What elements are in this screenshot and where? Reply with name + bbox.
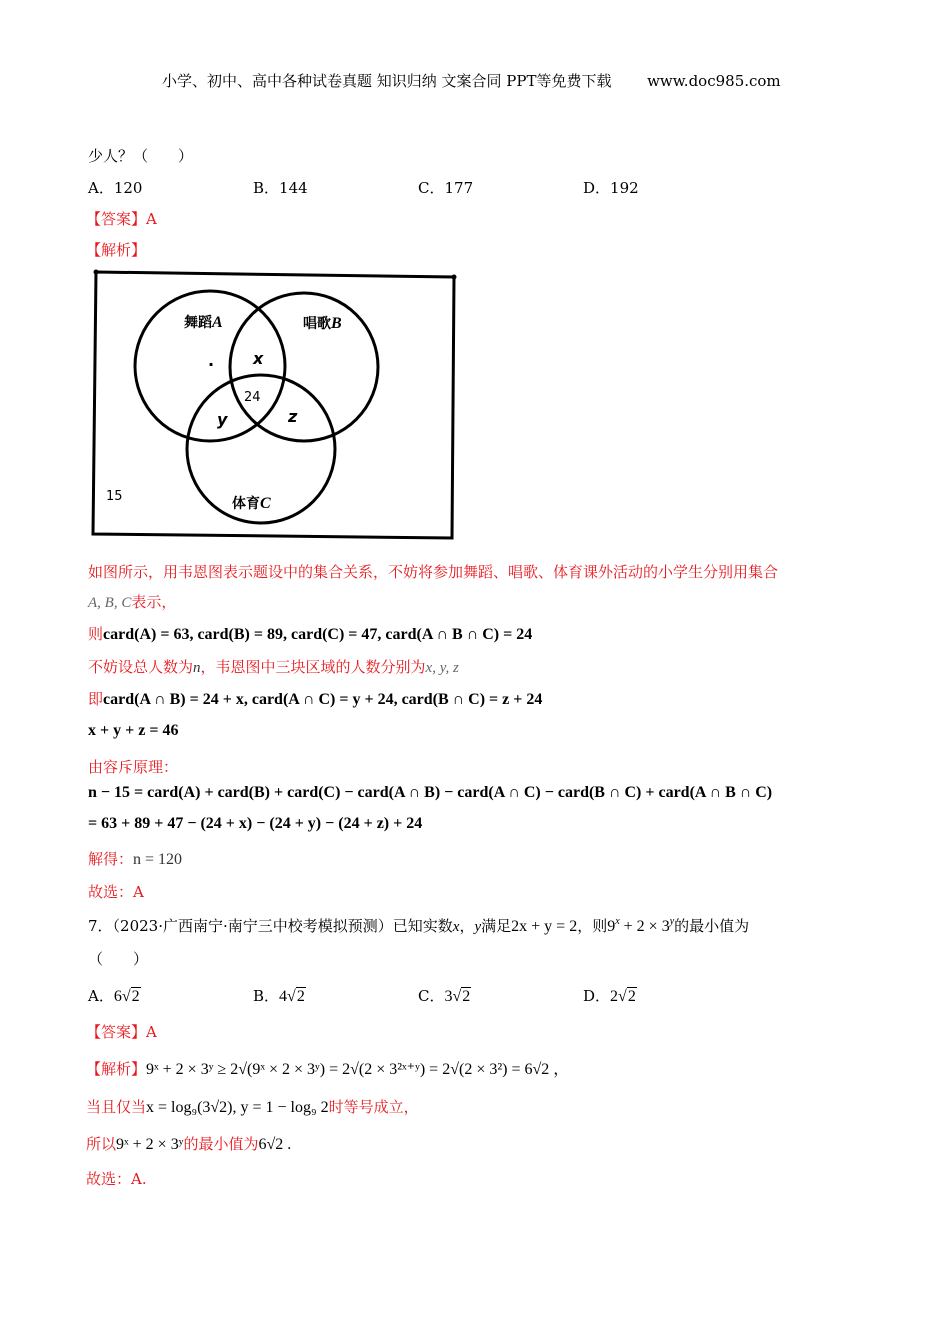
analysis-label: 【解析】 bbox=[86, 241, 147, 259]
venn-y: y bbox=[217, 410, 228, 429]
q7-sol-line-3: 所以9ˣ + 2 × 3ʸ的最小值为6√2 . bbox=[86, 1135, 292, 1153]
page-header bbox=[162, 70, 781, 91]
label-sport: 体育C bbox=[232, 495, 271, 512]
q7-sol-line-1: 【解析】9ˣ + 2 × 3ʸ ≥ 2√(9ˣ × 2 × 3ʸ) = 2√(2 × 3²ˣ⁺ʸ) = 2√(2 × 3²) = 6√2 ， bbox=[86, 1060, 570, 1078]
venn-diagram bbox=[88, 268, 464, 544]
sol-line-6: x + y + z = 46 bbox=[88, 722, 179, 739]
q7-sol-line-4: 故选：A. bbox=[86, 1170, 147, 1188]
sol-line-11: 故选：A bbox=[88, 883, 144, 901]
sol-line-7: 由容斥原理： bbox=[88, 758, 179, 776]
venn-outside-value: 15 bbox=[106, 489, 123, 504]
q7-sol-line-2: 当且仅当x = log₉(3√2), y = 1 − log₉ 2时等号成立， bbox=[86, 1098, 419, 1116]
sol-line-1: 如图所示，用韦恩图表示题设中的集合关系，不妨将参加舞蹈、唱歌、体育课外活动的小学生分别用集合 bbox=[88, 563, 779, 581]
question-6-stem-tail: 少人？（ ） bbox=[88, 147, 194, 165]
venn-dot: . bbox=[208, 351, 215, 370]
label-dance: 舞蹈A bbox=[184, 314, 223, 331]
venn-center-value: 24 bbox=[244, 390, 261, 405]
sol-line-4: 不妨设总人数为n，韦恩图中三块区域的人数分别为x, y, z bbox=[88, 658, 459, 676]
answer-label: 【答案】A bbox=[86, 210, 157, 228]
sol-line-8: n − 15 = card(A) + card(B) + card(C) − card(A ∩ B) − card(A ∩ C) − card(B ∩ C) + card(A ∩ B ∩ C) bbox=[88, 784, 773, 801]
header-text: 小学、初中、高中各种试卷真题 知识归纳 文案合同 PPT等免费下载 bbox=[162, 72, 612, 90]
sol-line-3: 则card(A) = 63, card(B) = 89, card(C) = 47, card(A ∩ B ∩ C) = 24 bbox=[88, 625, 533, 643]
q7-answer: 【答案】A bbox=[86, 1023, 157, 1041]
label-sing: 唱歌B bbox=[303, 315, 342, 332]
option-b: B．144 bbox=[253, 179, 308, 197]
header-url[interactable]: www.doc985.com bbox=[647, 72, 781, 90]
option-d: D．192 bbox=[583, 179, 639, 197]
sol-line-9: = 63 + 89 + 47 − (24 + x) − (24 + y) − (24 + z) + 24 bbox=[88, 815, 423, 832]
sol-line-2: A, B, C表示， bbox=[88, 593, 177, 611]
option-a: A．120 bbox=[88, 179, 143, 197]
venn-z: z bbox=[288, 407, 298, 426]
q7-option-b: B．4√2 bbox=[253, 987, 305, 1005]
q7-option-a: A．6√2 bbox=[88, 987, 140, 1005]
question-7-stem: 7．（2023·广西南宁·南宁三中校考模拟预测）已知实数x，y满足2x + y = 2，则$9^x + 2 \times 3^y$的最小值为 bbox=[88, 916, 750, 935]
venn-x: x bbox=[253, 349, 264, 368]
q7-option-d: D．2√2 bbox=[583, 987, 636, 1005]
option-c: C．177 bbox=[418, 179, 474, 197]
sol-line-5: 即card(A ∩ B) = 24 + x, card(A ∩ C) = y + 24, card(B ∩ C) = z + 24 bbox=[88, 690, 543, 708]
question-7-paren: （ ） bbox=[88, 950, 149, 968]
sol-line-10: 解得：n = 120 bbox=[88, 850, 183, 868]
q7-option-c: C．3√2 bbox=[418, 987, 471, 1005]
